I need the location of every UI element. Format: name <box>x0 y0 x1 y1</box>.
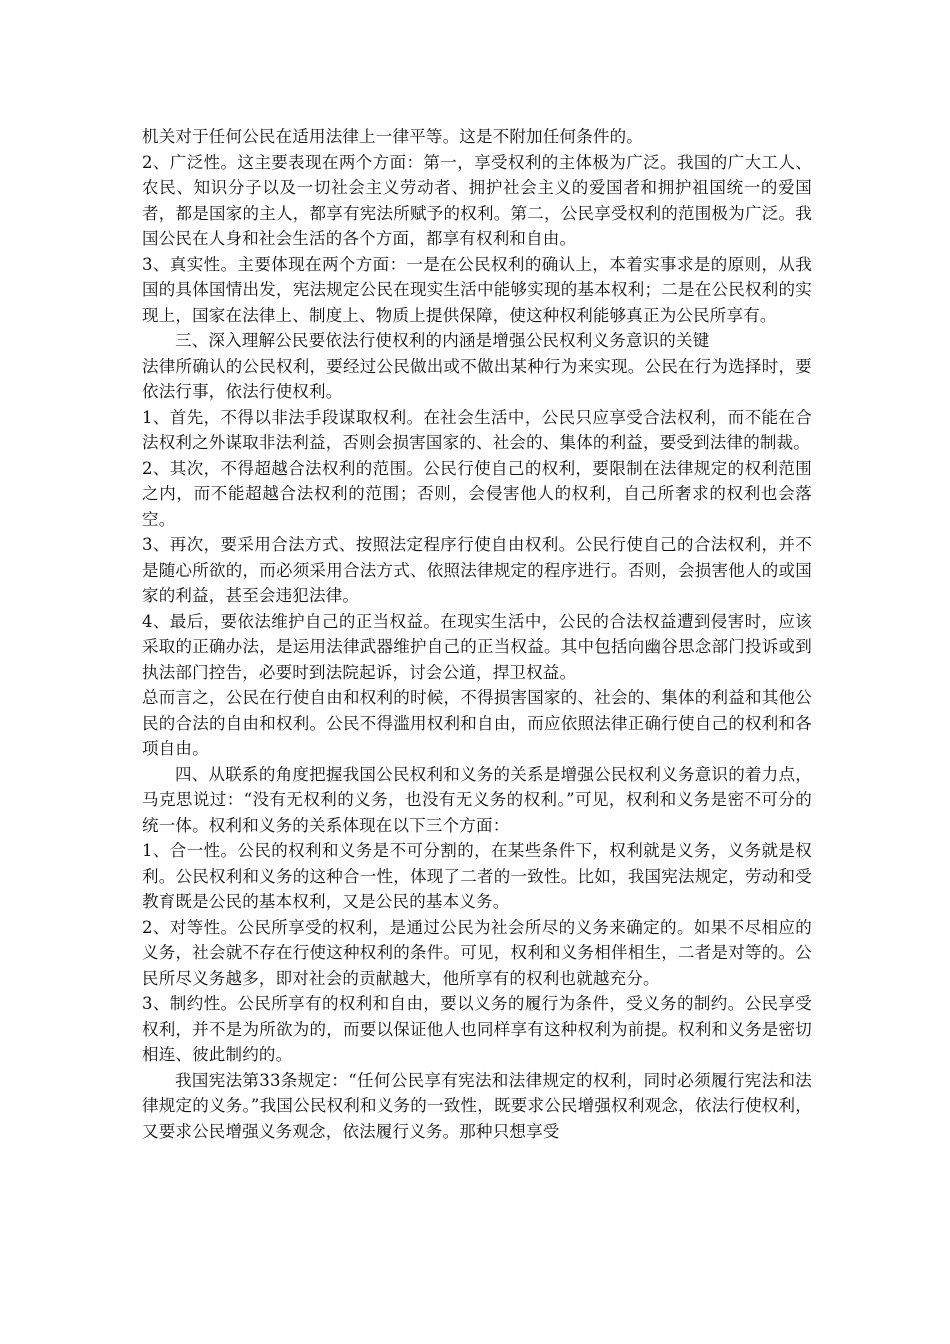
paragraph: 2、其次，不得超越合法权利的范围。公民行使自己的权利，要限制在法律规定的权利范围之内，而不能超越合法权利的范围；否则，会侵害他人的权利，自己所奢求的权利也会落空。 <box>142 458 812 529</box>
section-heading: 三、深入理解公民要依法行使权利的内涵是增强公民权利义务意识的关键 <box>175 331 710 350</box>
section-heading: 四、从联系的角度把握我国公民权利和义务的关系是增强公民权利义务意识的着力点，马克思说过：“没有无权利的义务，也没有无义务的权利。”可见，权利和义务是密不可分的统一体。权利和义务的关系体现在以下三个方面： <box>142 764 812 835</box>
paragraph: 2、对等性。公民所享受的权利，是通过公民为社会所尽的义务来确定的。如果不尽相应的义务，社会就不存在行使这种权利的条件。可见，权利和义务相伴相生，二者是对等的。公民所尽义务越多，即对社会的贡献越大，他所享有的权利也就越充分。 <box>142 917 812 988</box>
paragraph: 总而言之，公民在行使自由和权利的时候，不得损害国家的、社会的、集体的利益和其他公民的合法的自由和权利。公民不得滥用权利和自由，而应依照法律正确行使自己的权利和各项自由。 <box>142 688 812 758</box>
paragraph: 3、再次，要采用合法方式、按照法定程序行使自由权利。公民行使自己的合法权利，并不是随心所欲的，而必须采用合法方式、依照法律规定的程序进行。否则，会损害他人的或国家的利益，甚至会违犯法律。 <box>142 535 812 605</box>
paragraph: 4、最后，要依法维护自己的正当权益。在现实生活中，公民的合法权益遭到侵害时，应该采取的正确办法，是运用法律武器维护自己的正当权益。其中包括向幽谷思念部门投诉或到执法部门控告，必要时到法院起诉，讨会公道，捍卫权益。 <box>142 611 812 682</box>
paragraph: 3、真实性。主要体现在两个方面：一是在公民权利的确认上，本着实事求是的原则，从我国的具体国情出发，宪法规定公民在现实生活中能够实现的基本权利；二是在公民权利的实现上，国家在法律上、制度上、物质上提供保障，使这种权利能够真正为公民所享有。 <box>142 254 812 325</box>
paragraph: 我国宪法第33条规定：“任何公民享有宪法和法律规定的权利，同时必须履行宪法和法律规定的义务。”我国公民权利和义务的一致性，既要求公民增强权利观念，依法行使权利，又要求公民增强义务观念，依法履行义务。那种只想享受 <box>142 1070 812 1141</box>
document-body <box>142 124 812 1144</box>
paragraph: 法律所确认的公民权利，要经过公民做出或不做出某种行为来实现。公民在行为选择时，要依法行事，依法行使权利。 <box>142 356 812 401</box>
paragraph: 1、首先，不得以非法手段谋取权利。在社会生活中，公民只应享受合法权利，而不能在合法权利之外谋取非法利益，否则会损害国家的、社会的、集体的利益，要受到法律的制裁。 <box>142 407 812 452</box>
paragraph: 3、制约性。公民所享有的权利和自由，要以义务的履行为条件，受义务的制约。公民享受权利，并不是为所欲为的，而要以保证他人也同样享有这种权利为前提。权利和义务是密切相连、彼此制约的。 <box>142 994 812 1064</box>
paragraph: 1、合一性。公民的权利和义务是不可分割的，在某些条件下，权利就是义务，义务就是权利。公民权利和义务的这种合一性，体现了二者的一致性。比如，我国宪法规定，劳动和受教育既是公民的基本权利，又是公民的基本义务。 <box>142 841 812 911</box>
paragraph: 机关对于任何公民在适用法律上一律平等。这是不附加任何条件的。 <box>142 127 643 146</box>
paragraph: 2、广泛性。这主要表现在两个方面：第一，享受权利的主体极为广泛。我国的广大工人、农民、知识分子以及一切社会主义劳动者、拥护社会主义的爱国者和拥护祖国统一的爱国者，都是国家的主人，都享有宪法所赋予的权利。第二，公民享受权利的范围极为广泛。我国公民在人身和社会生活的各个方面，都享有权利和自由。 <box>142 152 812 248</box>
